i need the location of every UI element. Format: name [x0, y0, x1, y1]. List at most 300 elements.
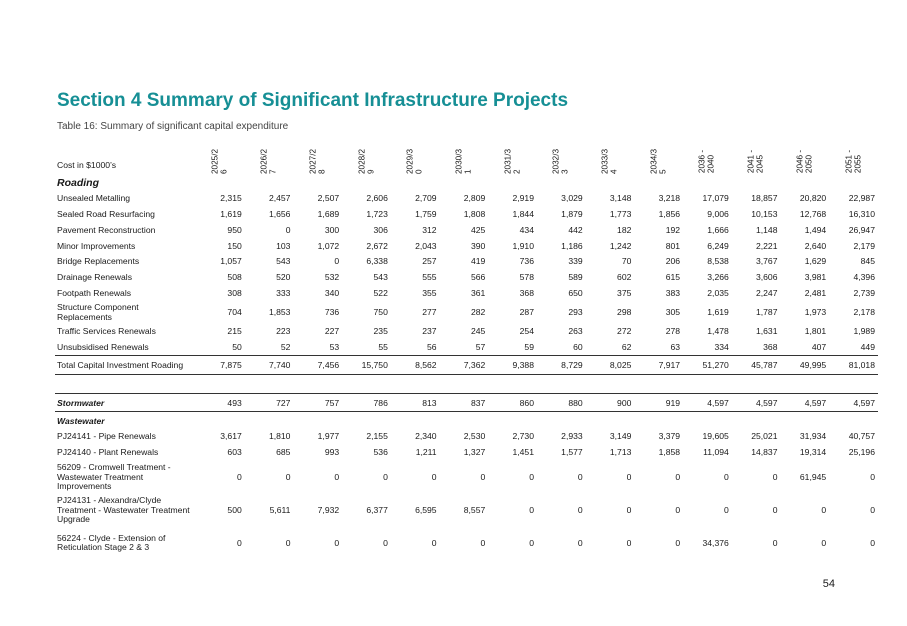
- cell-value: 536: [373, 447, 388, 458]
- cell-value: 0: [529, 504, 534, 515]
- cell-value: 15,750: [342, 356, 391, 375]
- cell-value: 3,029: [561, 193, 583, 204]
- cell-value: 425: [470, 224, 486, 235]
- cell-value: 3,606: [755, 272, 778, 283]
- cell-value: 1,619: [220, 208, 242, 219]
- cell-value: 390: [470, 240, 486, 251]
- cell-value: 0: [334, 256, 340, 267]
- cell-value: 2,606: [366, 193, 388, 204]
- cell-value: 227: [324, 325, 340, 336]
- cell-value: 0: [480, 471, 486, 482]
- cell-value: 1,977: [317, 431, 340, 442]
- cell-value: 17,079: [702, 193, 729, 204]
- row-label: PJ24131 - Alexandra/Clyde Treatment - Wastewater Treatment Upgrade: [57, 495, 190, 525]
- cell-value: 1,853: [268, 306, 291, 317]
- cell-value: 566: [470, 272, 486, 283]
- cell-value: 1,494: [804, 224, 827, 235]
- cell-value: 4,597: [781, 394, 830, 412]
- table-row: [55, 339, 878, 355]
- column-header-label: 2025/2 6: [210, 148, 229, 175]
- column-header: [342, 140, 391, 174]
- cell-value: 1,787: [755, 306, 778, 317]
- cell-value: 900: [586, 394, 635, 412]
- cell-value: 55: [378, 341, 388, 352]
- header-row: [55, 140, 878, 174]
- cell-value: 603: [227, 447, 242, 458]
- cell-value: 0: [821, 504, 827, 515]
- section-wastewater: [55, 412, 878, 430]
- cell-value: 7,875: [196, 356, 245, 375]
- cell-value: 277: [422, 306, 437, 317]
- cell-value: 22,987: [848, 193, 875, 204]
- column-header-label: 2030/3 1: [454, 148, 472, 175]
- cell-value: 880: [537, 394, 586, 412]
- cell-value: 62: [621, 341, 632, 352]
- cell-value: 1,856: [658, 208, 681, 219]
- cell-value: 312: [422, 224, 437, 235]
- cell-value: 1,072: [317, 240, 340, 251]
- cell-value: 0: [431, 537, 437, 548]
- cell-value: 361: [470, 287, 486, 298]
- cell-value: 257: [422, 256, 437, 267]
- cell-value: 543: [373, 272, 388, 283]
- cell-value: 2,457: [268, 193, 291, 204]
- cell-value: 993: [324, 447, 340, 458]
- cell-value: 278: [665, 325, 681, 336]
- table-row: [55, 445, 878, 461]
- cell-value: 919: [634, 394, 683, 412]
- cell-value: 57: [475, 341, 486, 352]
- column-header: [537, 140, 586, 174]
- cell-value: 305: [665, 306, 681, 317]
- cell-value: 3,149: [609, 431, 632, 442]
- cell-value: 1,808: [463, 208, 486, 219]
- cell-value: 0: [724, 471, 729, 482]
- cell-value: 650: [568, 287, 583, 298]
- cell-value: 2,739: [853, 287, 875, 298]
- cell-value: 2,919: [512, 193, 534, 204]
- cell-value: 4,597: [732, 394, 781, 412]
- cell-value: 0: [870, 537, 875, 548]
- cell-value: 3,981: [804, 272, 827, 283]
- row-label: Traffic Services Renewals: [57, 325, 156, 336]
- column-header: [781, 140, 830, 174]
- cell-value: 2,933: [561, 431, 583, 442]
- cell-value: 1,844: [512, 208, 534, 219]
- cell-value: 150: [227, 240, 242, 251]
- cell-value: 8,557: [463, 504, 486, 515]
- column-header-label: 2026/2 7: [259, 148, 278, 175]
- cell-value: 0: [772, 504, 778, 515]
- column-header: [488, 140, 537, 174]
- cell-value: 31,934: [799, 431, 827, 442]
- cell-value: 786: [342, 394, 391, 412]
- cell-value: 6,377: [366, 504, 388, 515]
- cell-value: 1,773: [609, 208, 632, 219]
- cell-value: 26,947: [848, 224, 875, 235]
- cell-value: 1,666: [707, 224, 729, 235]
- column-header: [683, 140, 732, 174]
- cell-value: 7,917: [634, 356, 683, 375]
- cell-value: 1,801: [804, 325, 827, 336]
- cell-value: 3,148: [609, 193, 632, 204]
- cell-value: 1,759: [415, 208, 437, 219]
- cell-value: 704: [227, 306, 242, 317]
- cell-value: 333: [276, 287, 291, 298]
- cell-value: 6,338: [366, 256, 388, 267]
- column-header: [293, 140, 342, 174]
- spacer-row: [55, 375, 878, 394]
- cell-value: 2,155: [366, 431, 388, 442]
- table-row: [55, 324, 878, 340]
- cell-value: 63: [670, 341, 681, 352]
- cell-value: 543: [276, 256, 291, 267]
- cell-value: 2,730: [512, 431, 534, 442]
- cell-value: 2,178: [853, 306, 875, 317]
- cell-value: 5,611: [269, 504, 291, 515]
- cell-value: 70: [621, 256, 632, 267]
- column-header-label: 2034/3 5: [649, 148, 667, 175]
- column-header: [391, 140, 440, 174]
- table-row: [55, 461, 878, 494]
- row-label: Stormwater: [55, 394, 196, 412]
- cell-value: 308: [227, 287, 242, 298]
- cell-value: 0: [285, 537, 291, 548]
- cell-value: 0: [675, 537, 681, 548]
- cell-value: 0: [285, 224, 291, 235]
- cell-value: 25,196: [848, 447, 875, 458]
- cell-value: 245: [470, 325, 486, 336]
- cell-value: 355: [422, 287, 437, 298]
- cell-value: 1,211: [415, 447, 437, 458]
- cell-value: 339: [568, 256, 583, 267]
- table-row: [55, 429, 878, 445]
- cell-value: 34,376: [702, 537, 729, 548]
- cell-value: 2,640: [804, 240, 827, 251]
- cell-value: 2,221: [755, 240, 778, 251]
- cell-value: 0: [334, 471, 340, 482]
- cell-value: 81,018: [829, 356, 878, 375]
- cell-value: 950: [227, 224, 242, 235]
- cell-value: 1,910: [512, 240, 534, 251]
- cell-value: 7,740: [245, 356, 294, 375]
- cell-value: 7,362: [440, 356, 489, 375]
- cell-value: 375: [617, 287, 632, 298]
- cell-value: 287: [519, 306, 534, 317]
- cell-value: 0: [383, 471, 388, 482]
- cell-value: 272: [617, 325, 632, 336]
- cell-value: 0: [529, 471, 534, 482]
- table-row: [55, 302, 878, 324]
- cell-value: 522: [373, 287, 388, 298]
- cell-value: 8,538: [707, 256, 729, 267]
- cell-value: 19,605: [702, 431, 729, 442]
- row-label: Pavement Reconstruction: [57, 224, 156, 235]
- cell-value: 0: [577, 537, 583, 548]
- column-header-label: 2032/3 3: [551, 148, 570, 175]
- cell-value: 237: [422, 325, 437, 336]
- cell-value: 19,314: [799, 447, 827, 458]
- cell-value: 2,507: [317, 193, 340, 204]
- cell-value: 434: [519, 224, 534, 235]
- cell-value: 1,879: [561, 208, 583, 219]
- cell-value: 1,656: [268, 208, 291, 219]
- table-row: [55, 254, 878, 270]
- spacer-cell: [55, 375, 878, 394]
- corner-label: Cost in $1000’s: [57, 160, 117, 170]
- cell-value: 10,153: [751, 208, 778, 219]
- cell-value: 1,723: [366, 208, 388, 219]
- cell-value: 1,577: [561, 447, 583, 458]
- row-label: Drainage Renewals: [57, 272, 132, 283]
- cell-value: 727: [245, 394, 294, 412]
- cell-value: 860: [488, 394, 537, 412]
- cell-value: 3,218: [658, 193, 681, 204]
- cell-value: 263: [568, 325, 583, 336]
- cell-value: 0: [236, 471, 242, 482]
- cell-value: 7,932: [317, 504, 340, 515]
- cell-value: 0: [772, 471, 778, 482]
- cell-value: 215: [227, 325, 242, 336]
- row-label: Unsubsidised Renewals: [57, 341, 149, 352]
- row-label: Minor Improvements: [57, 240, 136, 251]
- section-heading: Roading: [57, 176, 99, 189]
- cell-value: 8,729: [537, 356, 586, 375]
- row-label: Bridge Replacements: [57, 256, 140, 267]
- cell-value: 7,456: [293, 356, 342, 375]
- column-header: [196, 140, 245, 174]
- row-label: 56209 - Cromwell Treatment - Wastewater Treatment Improvements: [57, 462, 171, 492]
- cell-value: 736: [324, 306, 340, 317]
- cell-value: 1,327: [463, 447, 486, 458]
- cell-value: 223: [276, 325, 291, 336]
- column-header-label: 2051 - 2055: [844, 149, 862, 174]
- table-row: [55, 223, 878, 239]
- column-header: [732, 140, 781, 174]
- cell-value: 813: [391, 394, 440, 412]
- column-header: [634, 140, 683, 174]
- column-header: [586, 140, 635, 174]
- cell-value: 442: [568, 224, 583, 235]
- capital-expenditure-table: [55, 140, 878, 560]
- cell-value: 45,787: [732, 356, 781, 375]
- table-row: [55, 286, 878, 302]
- cell-value: 0: [675, 471, 681, 482]
- cell-value: 520: [276, 272, 291, 283]
- section-heading: Wastewater: [57, 415, 105, 426]
- cell-value: 4,597: [829, 394, 878, 412]
- column-header-label: 2036 - 2040: [697, 149, 716, 174]
- table-caption: Table 16: Summary of significant capital expenditure: [57, 121, 289, 132]
- cell-value: 1,619: [707, 306, 729, 317]
- row-label: Sealed Road Resurfacing: [57, 208, 155, 219]
- cell-value: 0: [626, 537, 632, 548]
- section-roading: [55, 174, 878, 191]
- row-label: Structure Component Replacements: [57, 302, 139, 322]
- row-label: 56224 - Clyde - Extension of Reticulation Stage 2 & 3: [57, 532, 166, 553]
- table-row: [55, 270, 878, 286]
- cell-value: 1,631: [755, 325, 778, 336]
- cell-value: 0: [821, 537, 827, 548]
- cell-value: 12,768: [799, 208, 827, 219]
- cell-value: 3,266: [707, 272, 729, 283]
- cell-value: 9,006: [707, 208, 729, 219]
- cell-value: 4,396: [853, 272, 875, 283]
- cell-value: 368: [519, 287, 534, 298]
- cell-value: 0: [285, 471, 291, 482]
- cell-value: 736: [519, 256, 534, 267]
- column-header: [440, 140, 489, 174]
- cell-value: 1,186: [561, 240, 583, 251]
- cell-value: 2,709: [415, 193, 437, 204]
- column-header-label: 2033/3 4: [600, 148, 619, 175]
- cell-value: 61,945: [799, 471, 827, 482]
- cell-value: 59: [524, 341, 534, 352]
- cell-value: 340: [324, 287, 340, 298]
- cell-value: 11,094: [703, 447, 729, 458]
- column-header-label: 2031/3 2: [503, 148, 521, 175]
- row-label: PJ24140 - Plant Renewals: [57, 447, 159, 458]
- cell-value: 1,858: [658, 447, 681, 458]
- cell-value: 1,478: [707, 325, 729, 336]
- cell-value: 2,247: [755, 287, 778, 298]
- cell-value: 685: [276, 447, 291, 458]
- cell-value: 53: [329, 341, 340, 352]
- cell-value: 206: [665, 256, 681, 267]
- cell-value: 51,270: [683, 356, 732, 375]
- table-row: [55, 527, 878, 560]
- cell-value: 615: [665, 272, 681, 283]
- cell-value: 449: [860, 341, 875, 352]
- cell-value: 300: [324, 224, 340, 235]
- cell-value: 40,757: [848, 431, 875, 442]
- cell-value: 50: [232, 341, 242, 352]
- column-header-label: 2046 - 2050: [795, 149, 813, 174]
- cell-value: 0: [870, 504, 875, 515]
- row-label: Unsealed Metalling: [57, 193, 131, 204]
- cell-value: 2,315: [220, 193, 242, 204]
- cell-value: 235: [373, 325, 388, 336]
- cell-value: 578: [519, 272, 534, 283]
- cell-value: 2,035: [707, 287, 729, 298]
- cell-value: 493: [196, 394, 245, 412]
- cell-value: 49,995: [781, 356, 830, 375]
- cell-value: 0: [772, 537, 778, 548]
- cell-value: 750: [373, 306, 388, 317]
- cell-value: 0: [236, 537, 242, 548]
- column-header-label: 2041 - 2045: [746, 149, 765, 174]
- cell-value: 1,057: [220, 256, 242, 267]
- cell-value: 306: [373, 224, 388, 235]
- row-label: Footpath Renewals: [57, 287, 132, 298]
- cell-value: 602: [617, 272, 632, 283]
- cell-value: 2,043: [415, 240, 437, 251]
- cell-value: 407: [811, 341, 827, 352]
- cell-value: 6,595: [415, 504, 437, 515]
- stormwater-row: [55, 394, 878, 412]
- cell-value: 0: [577, 471, 583, 482]
- cell-value: 2,481: [804, 287, 827, 298]
- row-label: PJ24141 - Pipe Renewals: [57, 431, 156, 442]
- cell-value: 1,989: [853, 325, 875, 336]
- cell-value: 555: [422, 272, 437, 283]
- cell-value: 532: [324, 272, 340, 283]
- cell-value: 293: [568, 306, 583, 317]
- column-header: [245, 140, 294, 174]
- cell-value: 419: [470, 256, 486, 267]
- table-row: [55, 494, 878, 527]
- cell-value: 0: [675, 504, 681, 515]
- cell-value: 3,617: [220, 431, 242, 442]
- cell-value: 0: [870, 471, 875, 482]
- cell-value: 20,820: [799, 193, 827, 204]
- cell-value: 0: [529, 537, 534, 548]
- cell-value: 103: [276, 240, 291, 251]
- cell-value: 0: [724, 504, 729, 515]
- cell-value: 16,310: [848, 208, 875, 219]
- cell-value: 0: [334, 537, 340, 548]
- cell-value: 801: [665, 240, 681, 251]
- cell-value: 0: [626, 504, 632, 515]
- cell-value: 2,179: [853, 240, 875, 251]
- cell-value: 1,973: [804, 306, 827, 317]
- cell-value: 589: [568, 272, 583, 283]
- cell-value: 2,530: [463, 431, 486, 442]
- cell-value: 368: [763, 341, 778, 352]
- cell-value: 0: [383, 537, 388, 548]
- column-header: [829, 140, 878, 174]
- cell-value: 8,025: [586, 356, 635, 375]
- cell-value: 508: [227, 272, 242, 283]
- total-row: [55, 356, 878, 375]
- cell-value: 757: [293, 394, 342, 412]
- cell-value: 9,388: [488, 356, 537, 375]
- cell-value: 0: [480, 537, 486, 548]
- cell-value: 1,810: [268, 431, 291, 442]
- cell-value: 1,713: [609, 447, 632, 458]
- cell-value: 2,809: [463, 193, 486, 204]
- table-row: [55, 191, 878, 207]
- page-title: Section 4 Summary of Significant Infrastructure Projects: [57, 90, 569, 111]
- cell-value: 182: [617, 224, 632, 235]
- cell-value: 4,597: [683, 394, 732, 412]
- column-header-label: 2029/3 0: [405, 148, 424, 175]
- cell-value: 837: [440, 394, 489, 412]
- table-row: [55, 238, 878, 254]
- cell-value: 192: [665, 224, 681, 235]
- cell-value: 1,451: [512, 447, 534, 458]
- row-label: Total Capital Investment Roading: [55, 356, 196, 375]
- cell-value: 3,379: [658, 431, 681, 442]
- column-header-label: 2028/2 9: [357, 148, 375, 175]
- cell-value: 6,249: [707, 240, 729, 251]
- cell-value: 0: [577, 504, 583, 515]
- cell-value: 1,148: [755, 224, 778, 235]
- cell-value: 1,242: [609, 240, 632, 251]
- cell-value: 56: [427, 341, 437, 352]
- cell-value: 334: [714, 341, 729, 352]
- cell-value: 0: [431, 471, 437, 482]
- cell-value: 500: [227, 504, 242, 515]
- page-number: 54: [822, 578, 835, 590]
- cell-value: 0: [626, 471, 632, 482]
- cell-value: 18,857: [751, 193, 778, 204]
- cell-value: 298: [617, 306, 632, 317]
- cell-value: 1,689: [317, 208, 340, 219]
- cell-value: 1,629: [804, 256, 827, 267]
- cell-value: 25,021: [751, 431, 778, 442]
- cell-value: 254: [519, 325, 534, 336]
